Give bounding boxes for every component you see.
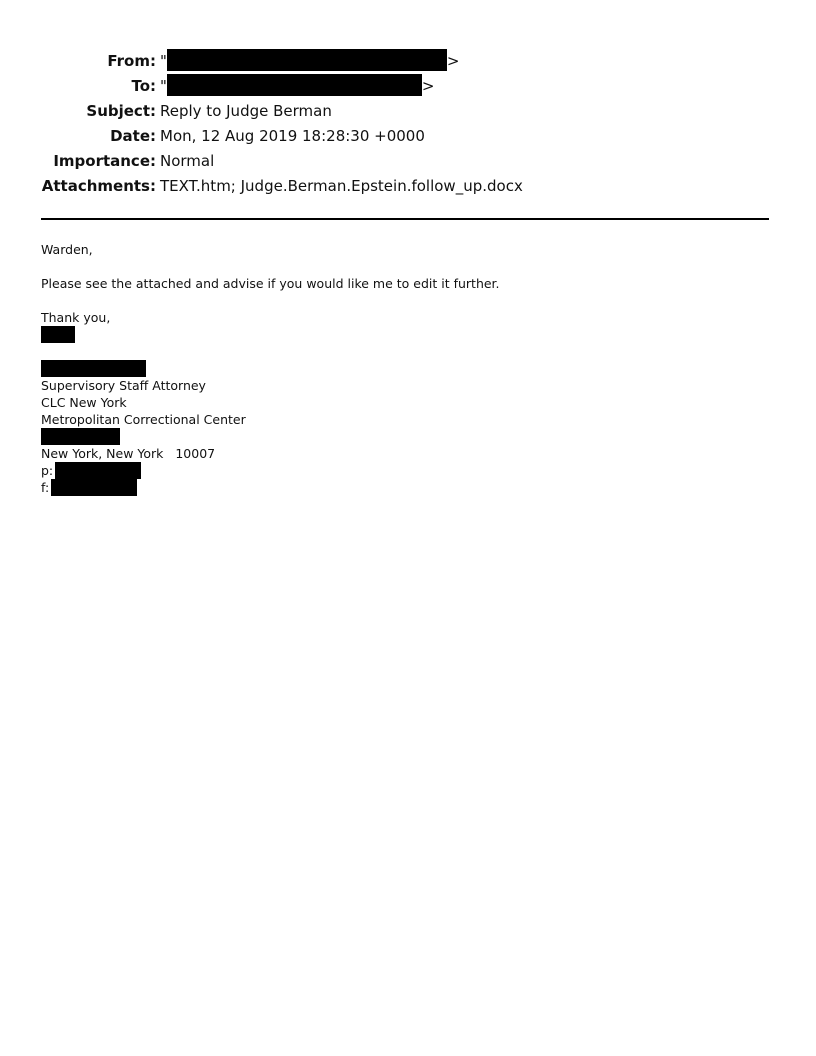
- to-value: [160, 74, 434, 99]
- importance-label: Importance:: [53, 152, 156, 170]
- header-divider: [41, 218, 769, 220]
- phone-label: p:: [41, 463, 54, 478]
- email-body: [41, 241, 500, 496]
- email-header: [0, 49, 816, 199]
- attachments-value: TEXT.htm; Judge.Berman.Epstein.follow_up.docx: [160, 177, 523, 195]
- subject-row: [0, 99, 816, 124]
- to-close-bracket: >: [421, 77, 435, 95]
- from-close-bracket: >: [446, 52, 460, 70]
- signature-fax-row: [41, 479, 500, 496]
- closing: Thank you,: [41, 310, 111, 325]
- subject-label: Subject:: [86, 102, 156, 120]
- attachments-row: [0, 174, 816, 199]
- signature-facility: Metropolitan Correctional Center: [41, 412, 246, 427]
- message-text: Please see the attached and advise if you would like me to edit it further.: [41, 276, 500, 291]
- importance-value: Normal: [160, 152, 215, 170]
- redaction-box: [167, 49, 447, 71]
- date-label: Date:: [110, 127, 156, 145]
- signature-phone-row: [41, 462, 500, 479]
- from-value: [160, 49, 459, 74]
- redaction-box: [41, 428, 120, 445]
- signature-title: Supervisory Staff Attorney: [41, 378, 206, 393]
- from-open-quote: ": [160, 52, 167, 70]
- date-row: [0, 124, 816, 149]
- signature-address-row: [41, 428, 500, 445]
- greeting: Warden,: [41, 242, 93, 257]
- fax-label: f:: [41, 480, 50, 495]
- to-open-quote: ": [160, 77, 167, 95]
- redaction-box: [167, 74, 422, 96]
- signature-org: CLC New York: [41, 395, 127, 410]
- date-value: Mon, 12 Aug 2019 18:28:30 +0000: [160, 127, 425, 145]
- from-row: [0, 49, 816, 74]
- signature-name-row: [41, 360, 500, 377]
- subject-value: Reply to Judge Berman: [160, 102, 332, 120]
- importance-row: [0, 149, 816, 174]
- from-label: From:: [107, 52, 156, 70]
- to-label: To:: [131, 77, 156, 95]
- redaction-box: [41, 326, 75, 343]
- redaction-box: [51, 479, 137, 496]
- to-row: [0, 74, 816, 99]
- attachments-label: Attachments:: [41, 177, 156, 195]
- redaction-box: [55, 462, 141, 479]
- signature-city: New York, New York 10007: [41, 446, 216, 461]
- redaction-box: [41, 360, 146, 377]
- signature-initials-row: [41, 326, 500, 343]
- blank-line: [41, 343, 500, 360]
